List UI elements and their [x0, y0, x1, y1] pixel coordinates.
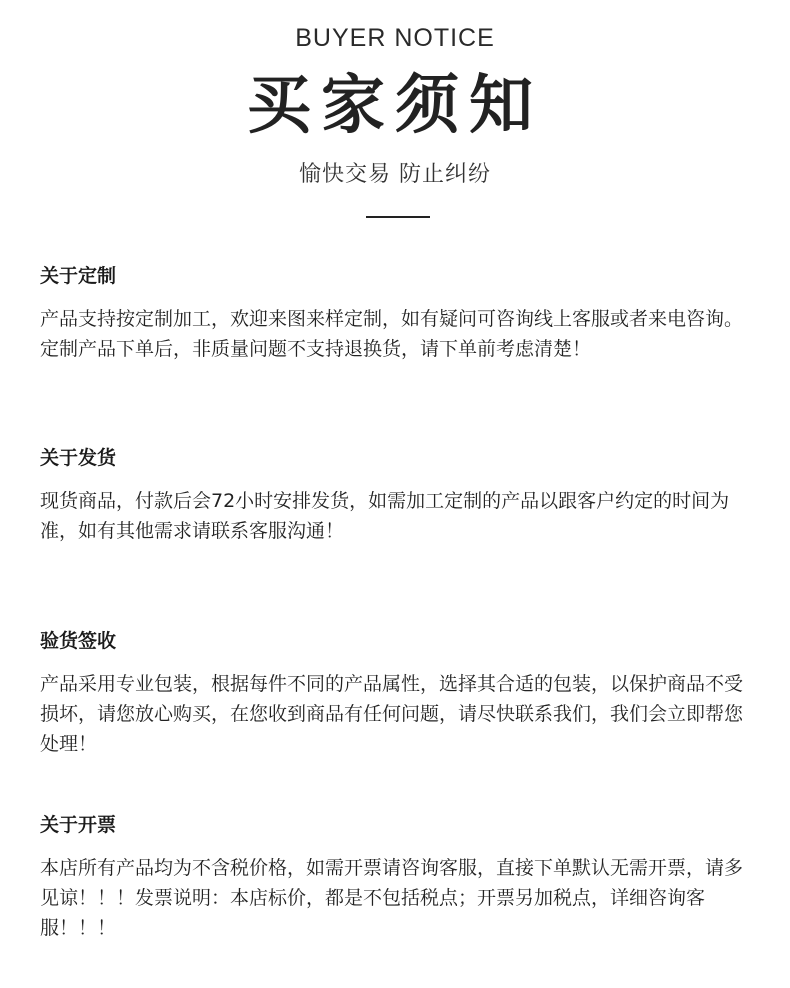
section-body: 现货商品，付款后会72小时安排发货，如需加工定制的产品以跟客户约定的时间为准，如有其他需求请联系客服沟通！ — [40, 490, 730, 542]
eyebrow-title: BUYER NOTICE — [295, 24, 495, 52]
header-divider — [366, 216, 430, 218]
section-body: 产品支持按定制加工，欢迎来图来样定制，如有疑问可咨询线上客服或者来电咨询。定制产品下单后，非质量问题不支持退换货，请下单前考虑清楚！ — [40, 308, 744, 360]
section-body: 本店所有产品均为不含税价格，如需开票请咨询客服，直接下单默认无需开票，请多见谅！！！发票说明：本店标价，都是不包括税点；开票另加税点，详细咨询客服！！！ — [40, 857, 744, 939]
section-title: 关于定制 — [40, 265, 117, 287]
section-invoice — [40, 811, 752, 943]
section-title: 关于开票 — [40, 814, 117, 836]
section-shipping — [40, 444, 752, 546]
section-body: 产品采用专业包装，根据每件不同的产品属性，选择其合适的包装，以保护商品不受损坏，请您放心购买，在您收到商品有任何问题，请尽快联系我们，我们会立即帮您处理！ — [40, 673, 744, 755]
section-inspection — [40, 627, 752, 759]
page-title: 买家须知 — [247, 69, 543, 143]
section-title: 关于发货 — [40, 447, 117, 469]
section-title: 验货签收 — [40, 630, 117, 652]
page-subtitle: 愉快交易 防止纠纷 — [299, 162, 491, 187]
section-customization — [40, 262, 752, 364]
